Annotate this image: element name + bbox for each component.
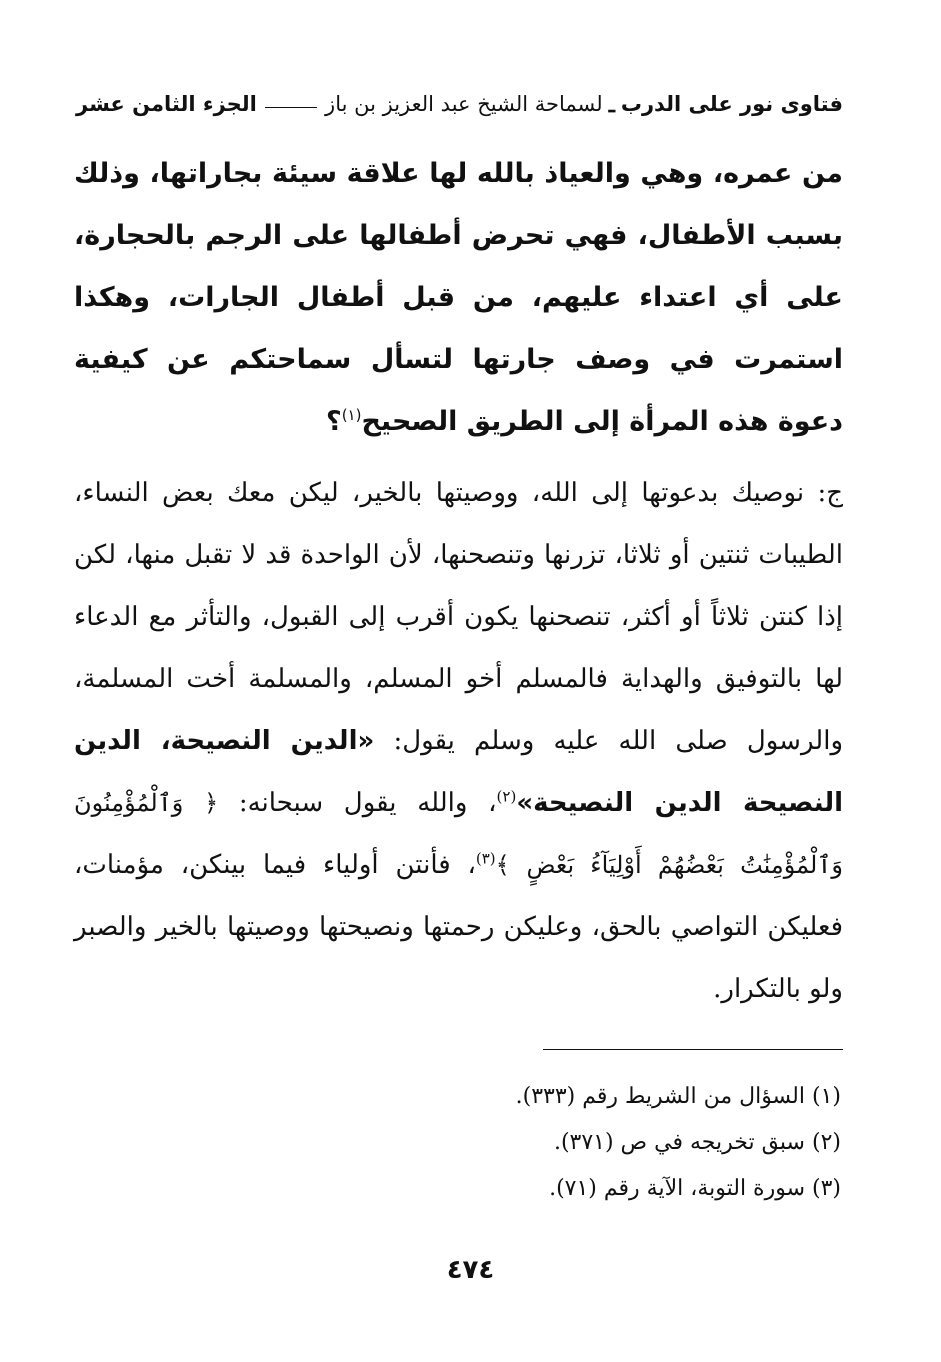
page-number: ٤٧٤ [446,1255,495,1285]
answer-text: ج: نوصيك بدعوتها إلى الله، ووصيتها بالخير، ليكن معك بعض النساء، الطيبات ثنتين أو ثلاثا، تزرنها وتنصحنها، لأن الواحدة قد لا تقبل منها، لكن إذا كنتن ثلاثاً أو أكثر، تنصحنها يكون أقرب إلى القبول، والتأثر مع الدعاء لها بالتوفيق والهداية فالمسلم أخو المسلم، والمسلمة أخت المسلمة، والرسول صلى الله عليه وسلم يقول: [74,478,844,756]
footnote-ref: (١) [341,406,362,424]
running-header [76,84,843,124]
volume-title: الجزء الثامن عشر [76,92,257,116]
question-line: هذه المرأة إلى الطريق الصحيح [361,406,769,437]
header-rule [265,107,317,108]
footnote-item: (٢) سبق تخريجه في ص (٣٧١). [553,1130,841,1155]
question-line: استمرت في وصف جارتها لتسأل سماحتكم عن كيفية دعوة [74,344,843,437]
answer-text: ، والله يقول سبحانه: [238,788,497,818]
header-dash: ـ [608,91,615,117]
footnote-item: (٣) سورة التوبة، الآية رقم (٧١). [549,1176,841,1201]
footnote-ref: (٣) [475,849,496,868]
question-line: من عمره، وهي والعياذ بالله لها علاقة سيئة بجاراتها، وذلك [74,158,843,189]
footnote-separator [543,1049,843,1050]
footnote-item: (١) السؤال من الشريط رقم (٣٣٣). [515,1084,841,1109]
answer-text: ، فأنتن أولياء فيما بينكن، مؤمنات، فعليكن التواصي بالحق، وعليكن رحمتها ونصيحتها ووصيتها بالخير والصبر ولو بالتكرار. [74,850,843,1004]
quran-bracket-open: ﴿ [204,789,219,817]
hadith-close-quote: » [516,788,534,818]
quran-verse: وَٱلْمُؤْمِنُونَ وَٱلْمُؤْمِنَٰتُ بَعْضُهُمْ أَوْلِيَآءُ بَعْضٍ [74,789,844,879]
quran-bracket-close: ﴾ [495,851,510,879]
answer-paragraph [74,462,843,1020]
hadith-text: الدين النصيحة، الدين النصيحة الدين النصيحة [74,726,844,818]
hadith-open-quote: « [357,726,375,756]
question-paragraph [74,143,843,453]
question-mark: ؟ [326,406,342,437]
footnotes [74,1074,841,1212]
question-line: بسبب الأطفال، فهي تحرض أطفالها على الرجم بالحجارة، [74,220,843,251]
author-line: لسماحة الشيخ عبد العزيز بن باز [325,92,603,116]
footnote-ref: (٢) [496,787,517,806]
header-title-group [325,92,843,117]
series-title: فتاوى نور على الدرب [620,92,843,116]
question-line: على أي اعتداء عليهم، من قبل أطفال الجارات، وهكذا [74,282,843,313]
